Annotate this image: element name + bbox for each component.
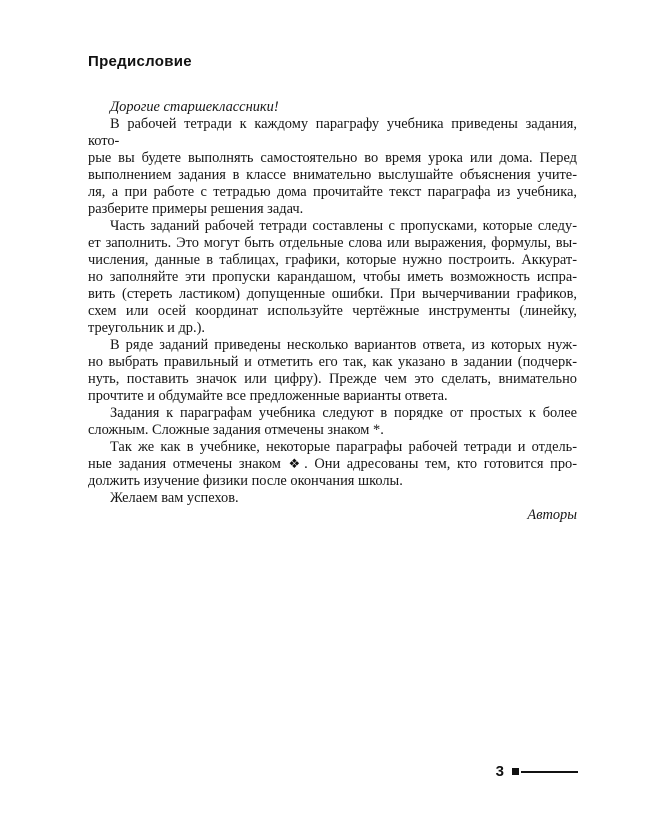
advanced-level-icon: ❖ (288, 457, 304, 472)
paragraph-line: вить (стереть ластиком) допущенные ошибки. При вычерчивании графиков, (88, 286, 577, 302)
authors-signature: Авторы (527, 507, 577, 523)
paragraph-line: прочтите и обдумайте все предложенные варианты ответа. (88, 388, 448, 404)
paragraph-line: рые вы будете выполнять самостоятельно во время урока или дома. Перед (88, 150, 577, 166)
paragraph-line: должить изучение физики после окончания школы. (88, 473, 403, 489)
paragraph-line: Задания к параграфам учебника следуют в порядке от простых к более (110, 405, 577, 421)
paragraph-line: Дорогие старшеклассники! (110, 99, 279, 115)
paragraph-line: схем или осей координат используйте чертёжные инструменты (линейку, (88, 303, 577, 319)
paragraph-line: числения, данные в таблицах, графики, которые нужно построить. Аккурат- (88, 252, 577, 268)
body-text (88, 99, 577, 524)
paragraph-line: нуть, поставить значок или цифру). Прежде чем это сделать, внимательно (88, 371, 577, 387)
paragraph-line: Желаем вам успехов. (110, 490, 239, 506)
paragraph (88, 439, 577, 490)
footer-square-icon (512, 768, 519, 775)
paragraph-line: Так же как в учебнике, некоторые параграфы рабочей тетради и отдель- (110, 439, 577, 455)
paragraph (88, 490, 577, 507)
page-number: 3 (495, 763, 504, 780)
page-title: Предисловие (88, 53, 192, 70)
paragraph (88, 337, 577, 405)
paragraph (88, 116, 577, 218)
paragraph-line: треугольник и др.). (88, 320, 205, 336)
paragraph (88, 99, 577, 116)
paragraph (88, 405, 577, 439)
paragraph-line: ные задания отмечены знаком ❖. Они адресованы тем, кто готовится про- (88, 456, 578, 472)
paragraph (88, 218, 577, 337)
paragraph-line: В ряде заданий приведены несколько вариантов ответа, из которых нуж- (110, 337, 577, 353)
paragraph-line: но выбрать правильный и отметить его так, как указано в задании (подчерк- (88, 354, 577, 370)
paragraph-line: ет заполнить. Это могут быть отдельные слова или выражения, формулы, вы- (88, 235, 577, 251)
paragraph-line: сложным. Сложные задания отмечены знаком *. (88, 422, 384, 438)
paragraph-line: разберите примеры решения задач. (88, 201, 304, 217)
footer-rule (521, 771, 578, 773)
paragraph-line: но заполняйте эти пропуски карандашом, чтобы иметь возможность испра- (88, 269, 577, 285)
paragraph-line: ля, а при работе с тетрадью дома прочитайте текст параграфа из учебника, (88, 184, 577, 200)
paragraph-line: В рабочей тетради к каждому параграфу учебника приведены задания, кото- (88, 116, 577, 149)
page-footer (496, 763, 578, 780)
paragraph-line: Часть заданий рабочей тетради составлены с пропусками, которые следу- (110, 218, 577, 234)
paragraph-line: выполнением задания в классе внимательно выслушайте объяснения учите- (88, 167, 577, 183)
